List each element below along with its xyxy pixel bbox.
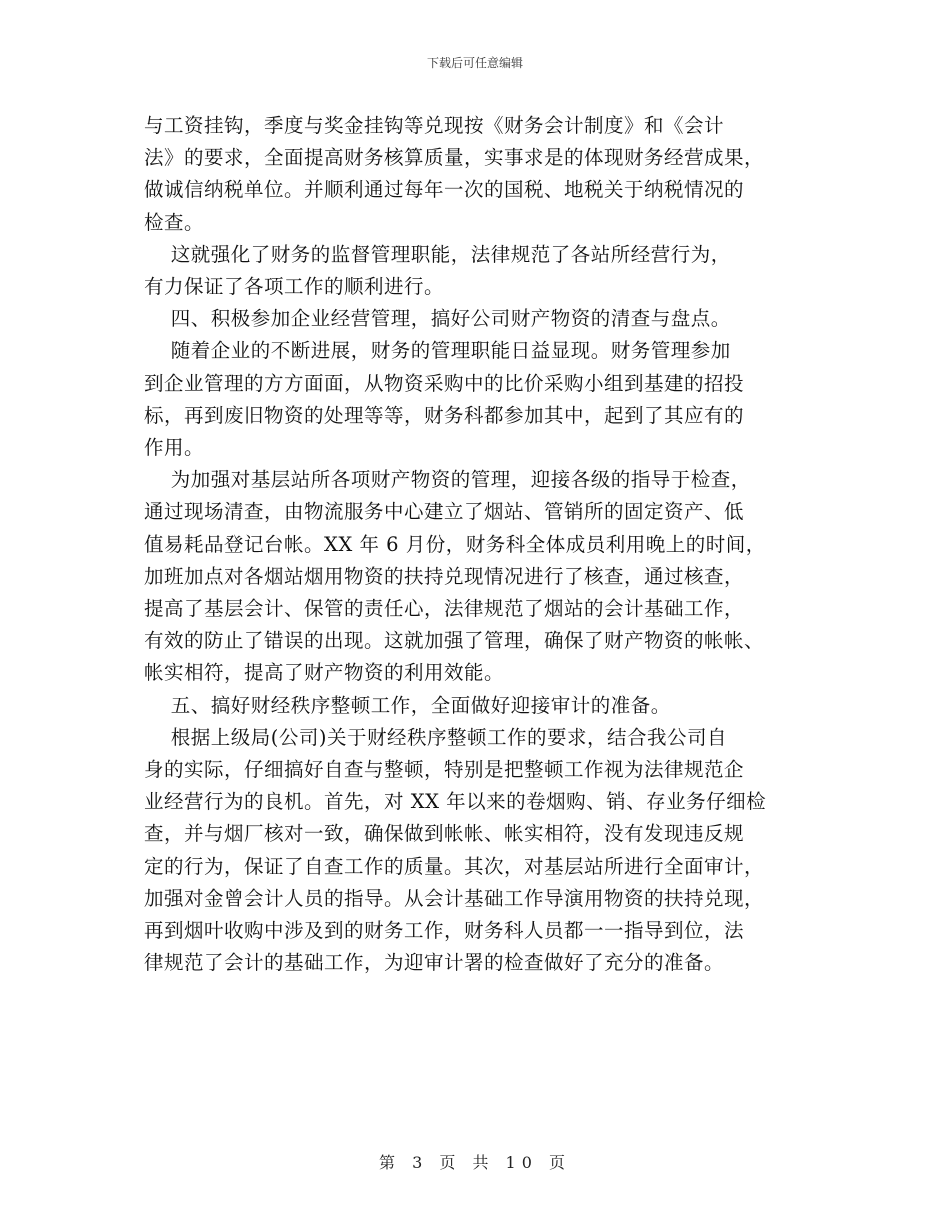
text-line: 检查。 xyxy=(144,210,205,234)
text-line: 定的行为，保证了自查工作的质量。其次，对基层站所进行全面审计， xyxy=(144,854,765,878)
paragraph-4 xyxy=(144,464,808,689)
paragraph-1 xyxy=(144,110,808,239)
text-line: 法》的要求，全面提高财务核算质量，实事求是的体现财务经营成果， xyxy=(144,146,765,170)
text-line: 作用。 xyxy=(144,436,205,460)
text-line: 查，并与烟厂核对一致，确保做到帐帐、帐实相符，没有发现违反规 xyxy=(144,822,745,846)
text-line: 随着企业的不断进展，财务的管理职能日益显现。财务管理参加 xyxy=(170,339,731,363)
text-line: 这就强化了财务的监督管理职能，法律规范了各站所经营行为， xyxy=(170,242,731,266)
text-line: 身的实际，仔细搞好自查与整顿，特别是把整顿工作视为法律规范企 xyxy=(144,758,745,782)
text-line: 再到烟叶收购中涉及到的财务工作，财务科人员都一一指导到位，法 xyxy=(144,919,745,943)
text-line: 业经营行为的良机。首先，对 XX 年以来的卷烟购、销、存业务仔细检 xyxy=(144,790,767,814)
text-line: 加班加点对各烟站烟用物资的扶持兑现情况进行了核查，通过核查， xyxy=(144,564,745,588)
page-header: 下载后可任意编辑 xyxy=(426,56,523,70)
page-footer: 第 3 页 共 10 页 xyxy=(379,1153,571,1172)
text-line: 与工资挂钩，季度与奖金挂钩等兑现按《财务会计制度》和《会计 xyxy=(144,114,725,137)
text-line: 到企业管理的方方面面，从物资采购中的比价采购小组到基建的招投 xyxy=(144,371,745,395)
text-line: 通过现场清查，由物流服务中心建立了烟站、管销所的固定资产、低 xyxy=(144,500,745,524)
text-line: 做诚信纳税单位。并顺利通过每年一次的国税、地税关于纳税情况的 xyxy=(144,178,745,202)
text-line: 四、积极参加企业经营管理，搞好公司财产物资的清查与盘点。 xyxy=(170,307,731,331)
paragraph-3 xyxy=(144,335,808,464)
text-line: 有力保证了各项工作的顺利进行。 xyxy=(144,275,445,299)
section-heading-5 xyxy=(144,690,808,722)
text-line: 有效的防止了错误的出现。这就加强了管理，确保了财产物资的帐帐、 xyxy=(144,629,765,653)
section-heading-4 xyxy=(144,303,808,335)
text-line: 帐实相符，提高了财产物资的利用效能。 xyxy=(144,661,505,685)
text-line: 加强对金曾会计人员的指导。从会计基础工作导演用物资的扶持兑现， xyxy=(144,886,765,910)
text-line: 值易耗品登记台帐。XX 年 6 月份，财务科全体成员利用晚上的时间， xyxy=(144,532,766,556)
document-body xyxy=(144,110,808,979)
paragraph-2 xyxy=(144,239,808,303)
paragraph-5 xyxy=(144,722,808,980)
text-line: 提高了基层会计、保管的责任心，法律规范了烟站的会计基础工作， xyxy=(144,597,745,621)
text-line: 五、搞好财经秩序整顿工作，全面做好迎接审计的准备。 xyxy=(170,693,671,717)
text-line: 标，再到废旧物资的处理等等，财务科都参加其中，起到了其应有的 xyxy=(144,403,745,427)
text-line: 为加强对基层站所各项财产物资的管理，迎接各级的指导于检查， xyxy=(170,468,751,492)
text-line: 律规范了会计的基础工作，为迎审计署的检查做好了充分的准备。 xyxy=(144,951,725,975)
text-line: 根据上级局(公司)关于财经秩序整顿工作的要求，结合我公司自 xyxy=(170,725,728,749)
